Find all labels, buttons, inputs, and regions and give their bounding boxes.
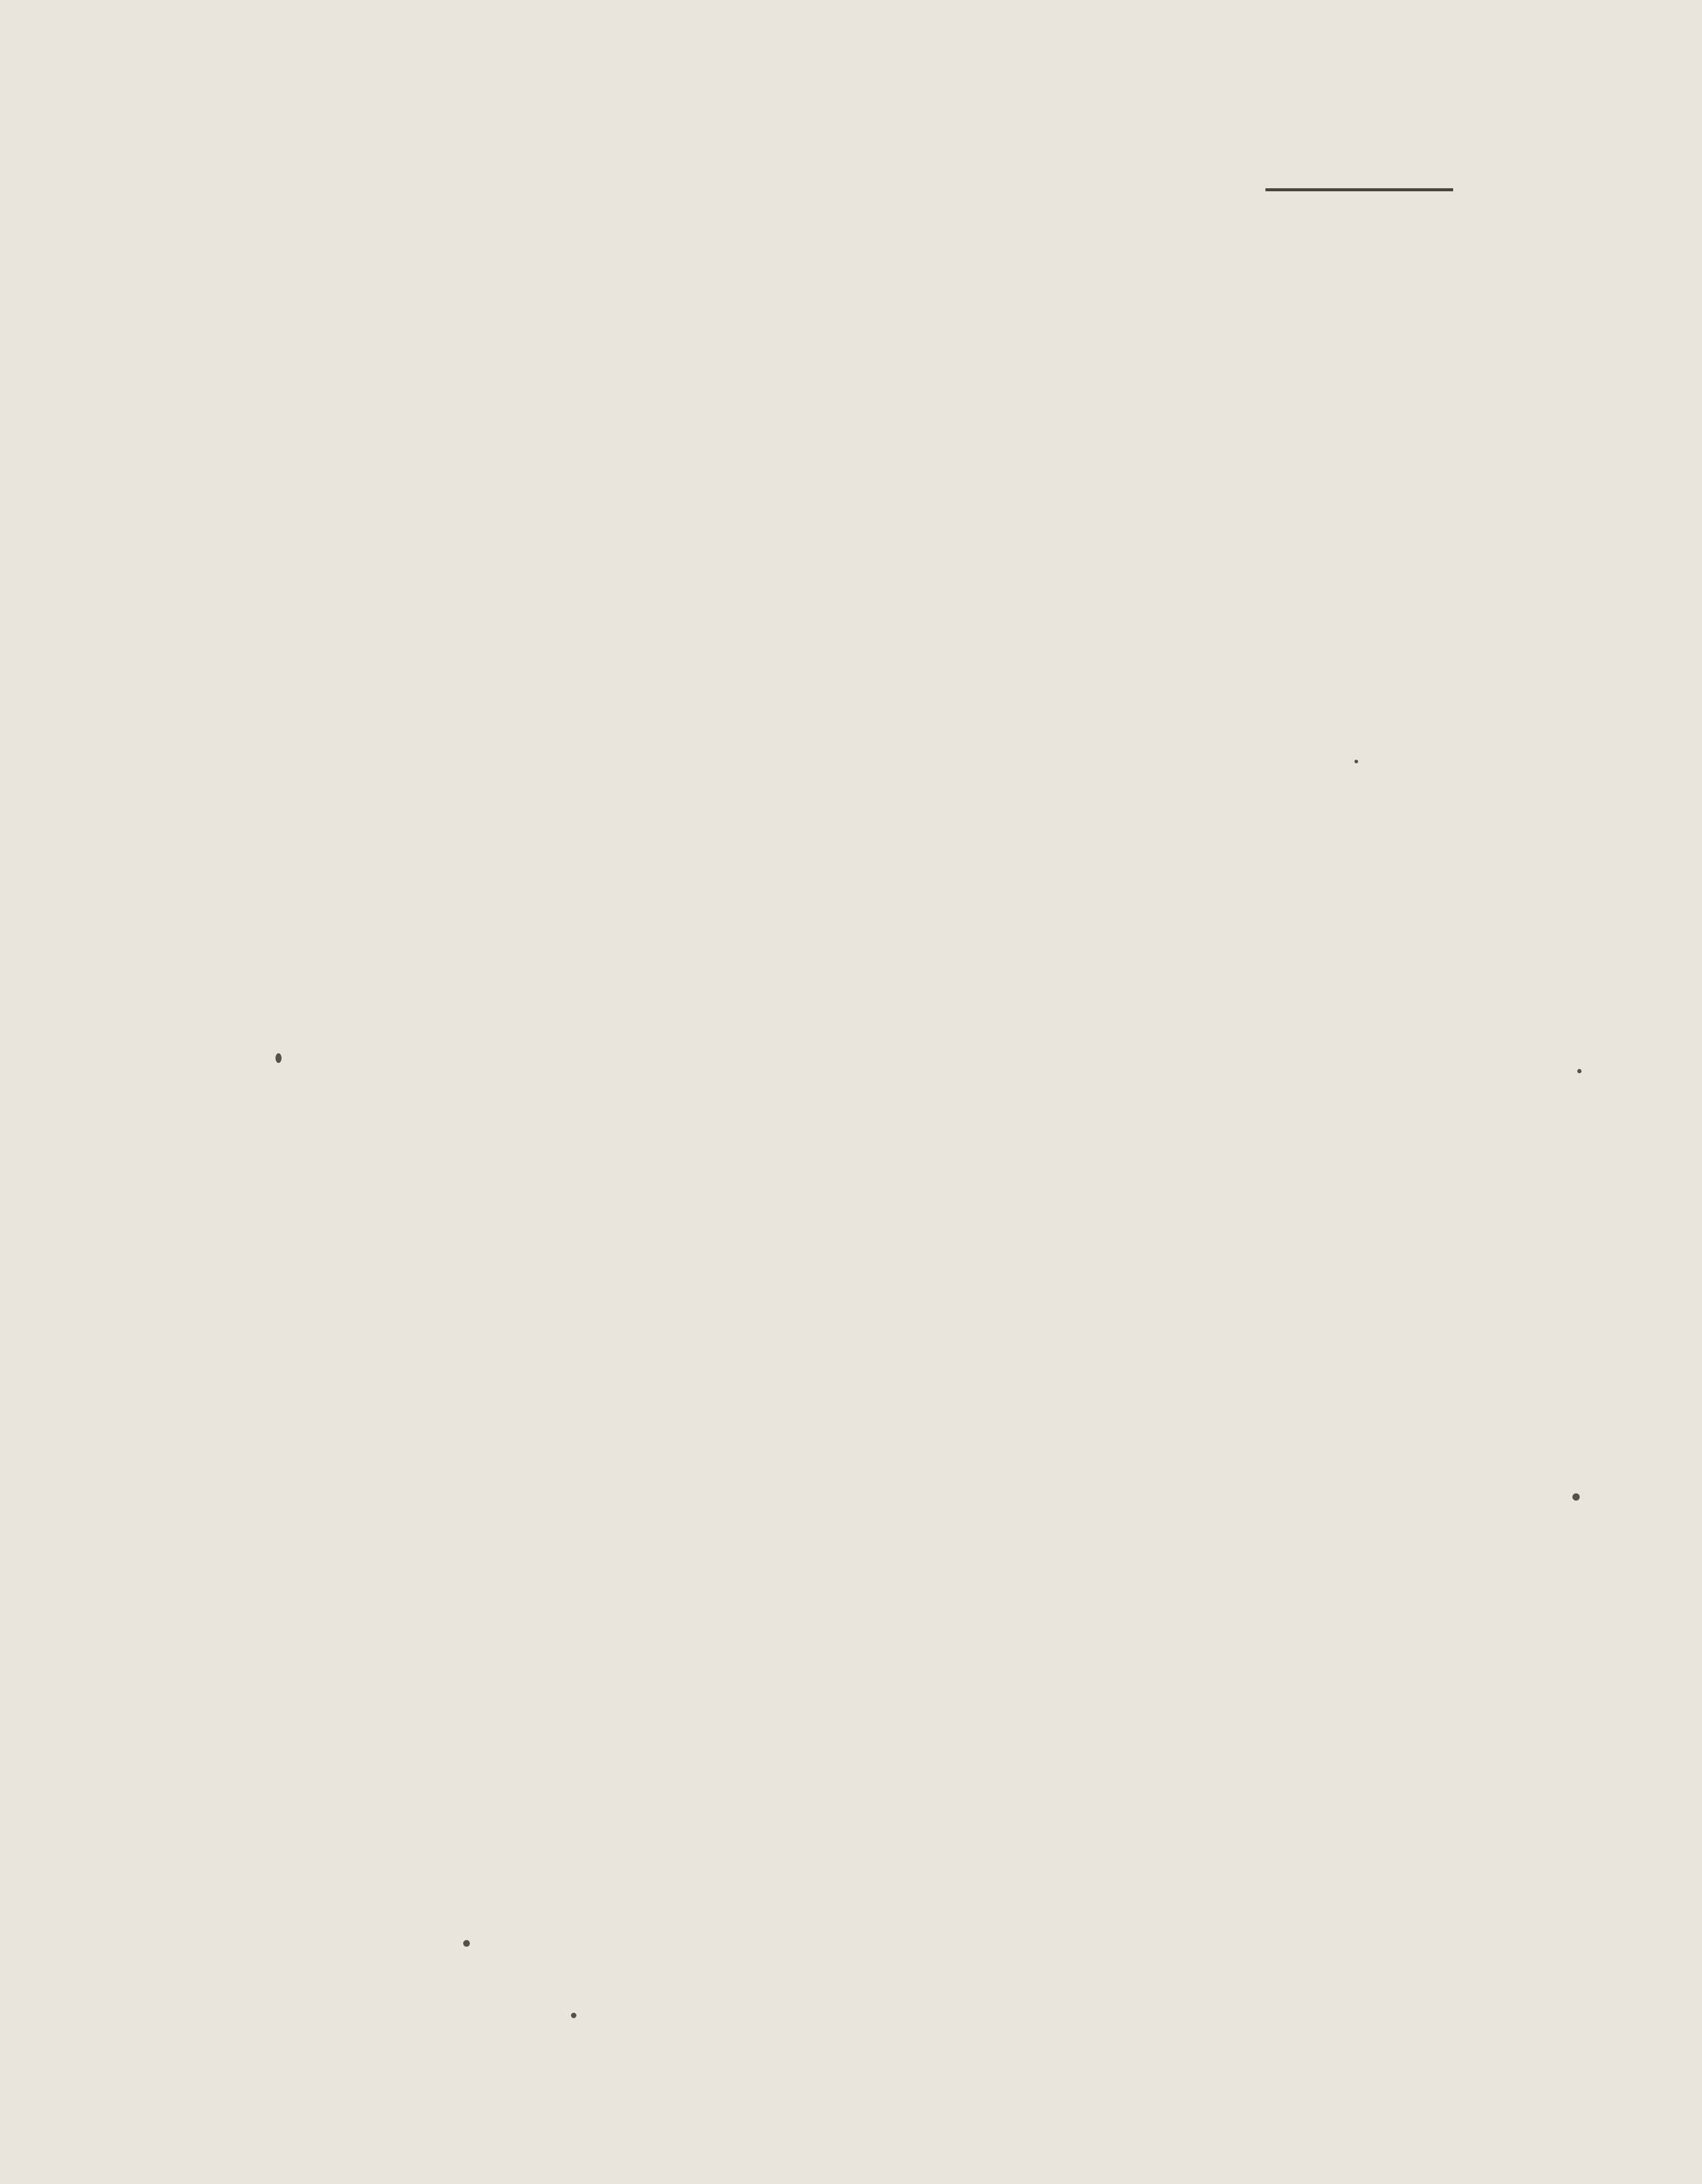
text-line xyxy=(266,519,1265,565)
text-line xyxy=(266,1596,1265,1643)
ink-speck xyxy=(1577,1069,1582,1073)
text-line xyxy=(266,706,1265,752)
text-line xyxy=(266,1690,1265,1737)
ink-speck xyxy=(1354,760,1358,763)
text-line xyxy=(266,1783,1265,1830)
text-line xyxy=(266,472,1265,518)
text-line xyxy=(266,378,1265,425)
text-line xyxy=(266,1034,1265,1080)
text-line xyxy=(266,1222,1265,1268)
text-line xyxy=(266,1080,1265,1127)
text-line xyxy=(266,331,1265,378)
text-line xyxy=(266,753,1265,800)
text-line xyxy=(266,987,1265,1034)
ink-speck xyxy=(1572,1493,1580,1501)
text-line xyxy=(266,1737,1265,1783)
text-line xyxy=(266,613,1265,659)
text-line xyxy=(266,285,1265,331)
ink-speck xyxy=(275,1053,282,1063)
text-line xyxy=(266,1502,1265,1549)
page-header xyxy=(0,124,1702,191)
text-line xyxy=(266,1643,1265,1689)
margin-rule xyxy=(1265,188,1453,191)
text-line xyxy=(266,1315,1265,1361)
text-line xyxy=(266,191,1265,237)
text-line xyxy=(266,425,1265,472)
text-line xyxy=(266,1128,1265,1174)
text-line xyxy=(266,1456,1265,1502)
text-line xyxy=(266,1268,1265,1315)
text-line xyxy=(266,565,1265,612)
text-line xyxy=(266,800,1265,846)
ink-speck xyxy=(571,2013,576,2018)
ink-speck xyxy=(463,1940,470,1947)
text-line xyxy=(266,1409,1265,1455)
text-line xyxy=(266,1549,1265,1596)
text-line xyxy=(266,237,1265,284)
text-line xyxy=(266,940,1265,987)
text-line xyxy=(266,893,1265,940)
text-line xyxy=(266,1362,1265,1409)
text-line xyxy=(266,1174,1265,1221)
text-line xyxy=(266,659,1265,706)
body-text xyxy=(266,191,1265,1830)
text-line xyxy=(266,846,1265,893)
